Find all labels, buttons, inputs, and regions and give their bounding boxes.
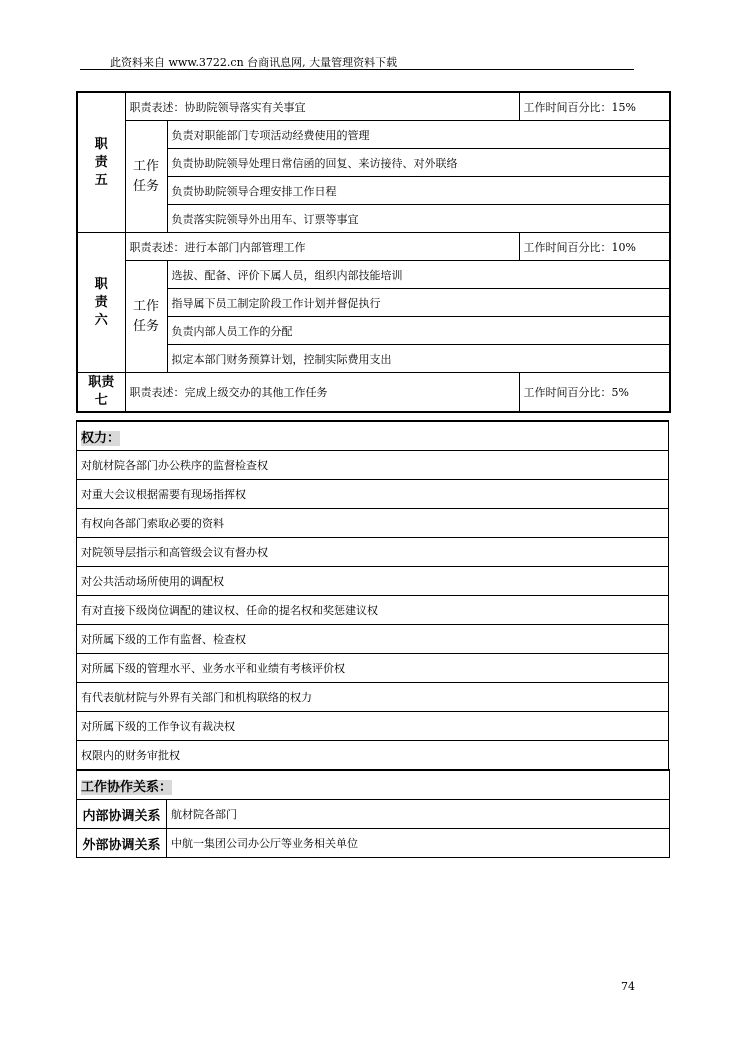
duty-5-percent: 工作时间百分比：15%: [519, 92, 670, 121]
external-relation-value: 中航一集团公司办公厅等业务相关单位: [167, 829, 670, 858]
external-relation-label: 外部协调关系: [77, 829, 167, 858]
duty-5-task: 负责对职能部门专项活动经费使用的管理: [167, 121, 670, 149]
cooperation-title: 工作协作关系：: [77, 770, 670, 800]
duty-6-task: 选拔、配备、评价下属人员，组织内部技能培训: [167, 261, 670, 289]
duty-6-task: 负责内部人员工作的分配: [167, 317, 670, 345]
power-item: 权限内的财务审批权: [77, 741, 669, 770]
cooperation-table: [76, 769, 670, 858]
duty-6-statement: 职责表述：进行本部门内部管理工作: [125, 233, 519, 261]
duty-6-title: 职 责 六: [77, 233, 125, 373]
power-item: 对院领导层指示和高管级会议有督办权: [77, 538, 669, 567]
duty-6-percent: 工作时间百分比：10%: [519, 233, 670, 261]
power-item: 有权向各部门索取必要的资料: [77, 509, 669, 538]
duty-6-statement-row: [77, 233, 670, 261]
duty-6-work-label: 工作 任务: [125, 261, 167, 373]
page-number: 74: [621, 980, 635, 993]
duty-7-statement: 职责表述：完成上级交办的其他工作任务: [125, 373, 519, 413]
duty-5-work-label: 工作 任务: [125, 121, 167, 233]
power-item: 对重大会议根据需要有现场指挥权: [77, 480, 669, 509]
power-item: 有代表航材院与外界有关部门和机构联络的权力: [77, 683, 669, 712]
duty-5-title: 职 责 五: [77, 92, 125, 233]
power-item: 对所属下级的工作有监督、检查权: [77, 625, 669, 654]
internal-relation-label: 内部协调关系: [77, 800, 167, 829]
duty-6-task: 指导属下员工制定阶段工作计划并督促执行: [167, 289, 670, 317]
page-header: 此资料来自 www.3722.cn 台商讯息网, 大量管理资料下载: [110, 56, 398, 69]
header-rule: [80, 69, 634, 70]
power-item: 对所属下级的工作争议有裁决权: [77, 712, 669, 741]
duty-7-title: 职责 七: [77, 373, 125, 413]
duty-5-statement-row: [77, 92, 670, 121]
power-item: 对公共活动场所使用的调配权: [77, 567, 669, 596]
duty-5-task: 负责落实院领导外出用车、订票等事宜: [167, 205, 670, 233]
duty-6-task: 拟定本部门财务预算计划，控制实际费用支出: [167, 345, 670, 373]
power-item: 对航材院各部门办公秩序的监督检查权: [77, 451, 669, 480]
duty-7-percent: 工作时间百分比：5%: [519, 373, 670, 413]
power-item: 有对直接下级岗位调配的建议权、任命的提名权和奖惩建议权: [77, 596, 669, 625]
duty-7-row: [77, 373, 670, 413]
powers-table: [76, 420, 669, 770]
duty-5-task: 负责协助院领导处理日常信函的回复、来访接待、对外联络: [167, 149, 670, 177]
internal-relation-value: 航材院各部门: [167, 800, 670, 829]
power-item: 对所属下级的管理水平、业务水平和业绩有考核评价权: [77, 654, 669, 683]
duty-5-task: 负责协助院领导合理安排工作日程: [167, 177, 670, 205]
powers-title: 权力：: [77, 421, 669, 451]
duty-5-statement: 职责表述：协助院领导落实有关事宜: [125, 92, 519, 121]
duties-table: [76, 91, 671, 413]
